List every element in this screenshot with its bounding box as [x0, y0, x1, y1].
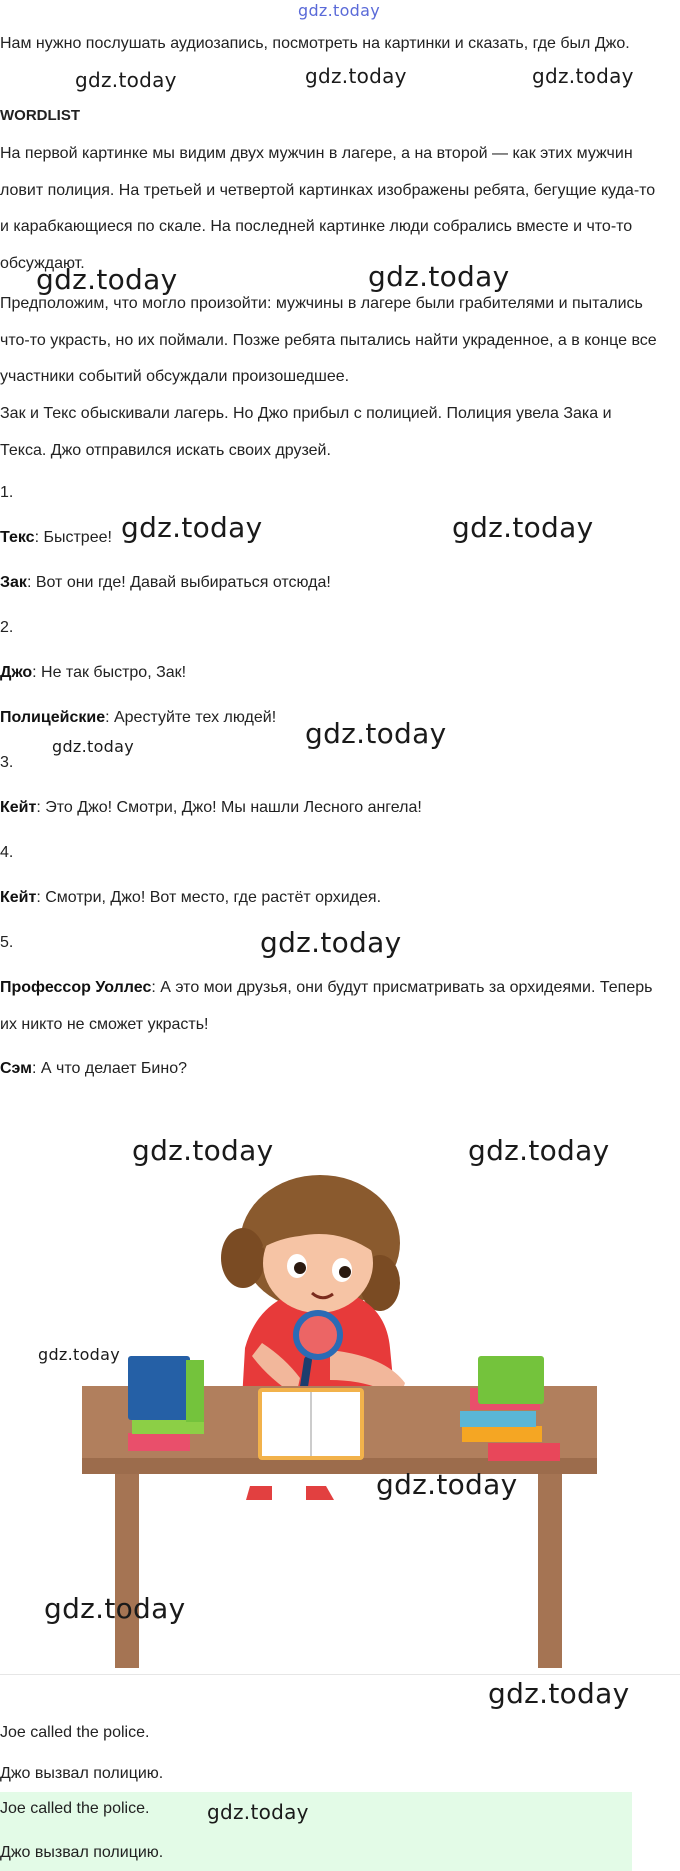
speech-text: : А это мои друзья, они будут присматривать за орхидеями. Теперь их никто не сможет украсть!: [0, 979, 653, 1033]
girl-with-magnifier-illustration: [0, 1088, 680, 1674]
paragraph-2: Предположим, что могло произойти: мужчины в лагере были грабителями и пытались что-то украсть, но их поймали. Позже ребята пытались найти украденное, а в конце все участники событий обсуждали произошедшее.: [0, 295, 657, 385]
dialogue-line: [0, 1058, 187, 1080]
answer-russian: Джо вызвал полицию.: [0, 1765, 164, 1782]
paragraph-3: Зак и Текс обыскивали лагерь. Но Джо прибыл с полицией. Полиция увела Зака и Текса. Джо отправился искать своих друзей.: [0, 405, 612, 459]
girl-pigtail-left: [221, 1228, 265, 1288]
watermark: gdz.today: [452, 511, 594, 544]
watermark: gdz.today: [532, 64, 634, 88]
intro-text: Нам нужно послушать аудиозапись, посмотреть на картинки и сказать, где был Джо.: [0, 35, 630, 52]
dialogue-line: [0, 970, 670, 1043]
speech-text: : А что делает Бино?: [32, 1060, 187, 1077]
illustration: [0, 1088, 680, 1675]
dialogue-number-1: 1.: [0, 484, 14, 501]
girl-shoe-right: [306, 1486, 334, 1500]
watermark: gdz.today: [468, 1134, 610, 1167]
paragraph-1: На первой картинке мы видим двух мужчин в лагере, а на второй — как этих мужчин ловит полиция. На третьей и четвертой картинках изображены ребята, бегущие куда-то и карабкающиеся по скале. На последней картинке люди собрались вместе и что-то обсуждают.: [0, 145, 656, 272]
speech-text: : Это Джо! Смотри, Джо! Мы нашли Лесного ангела!: [36, 799, 422, 816]
answer-highlight-russian: Джо вызвал полицию.: [0, 1844, 164, 1861]
dialogue-number-3: 3.: [0, 754, 14, 771]
dialogue-line: [0, 527, 112, 549]
speech-text: : Вот они где! Давай выбираться отсюда!: [26, 574, 331, 591]
girl-shoe-left: [246, 1486, 272, 1500]
watermark: gdz.today: [38, 1345, 120, 1364]
watermark: gdz.today: [488, 1677, 630, 1710]
dialogue-line: [0, 887, 381, 909]
watermark: gdz.today: [305, 64, 407, 88]
speaker-name: Джо: [0, 664, 33, 681]
speaker-name: Кейт: [0, 889, 37, 906]
speech-text: : Арестуйте тех людей!: [105, 709, 277, 726]
watermark: gdz.today: [75, 68, 177, 92]
watermark: gdz.today: [121, 511, 263, 544]
watermark: gdz.today: [52, 737, 134, 756]
speech-text: : Не так быстро, Зак!: [32, 664, 187, 681]
watermark: gdz.today: [132, 1134, 274, 1167]
watermark: gdz.today: [44, 1592, 186, 1625]
notebook-icon: [258, 1388, 364, 1460]
watermark: gdz.today: [368, 260, 510, 293]
speaker-name: Текс: [0, 529, 35, 546]
speech-text: : Смотри, Джо! Вот место, где растёт орхидея.: [36, 889, 382, 906]
dialogue-line: [0, 797, 422, 819]
dialogue-line: [0, 572, 331, 594]
speaker-name: Кейт: [0, 799, 37, 816]
dialogue-number-4: 4.: [0, 844, 14, 861]
speaker-name: Зак: [0, 574, 27, 591]
watermark: gdz.today: [260, 926, 402, 959]
wordlist-heading: [0, 105, 80, 127]
watermark: gdz.today: [36, 263, 178, 296]
watermark: gdz.today: [207, 1800, 309, 1824]
wordlist-heading-label: WORDLIST: [0, 107, 80, 124]
speaker-name: Профессор Уоллес: [0, 979, 152, 996]
desk-leg-left: [115, 1468, 139, 1668]
speech-text: : Быстрее!: [34, 529, 112, 546]
watermark: gdz.today: [376, 1468, 518, 1501]
desk-leg-right: [538, 1468, 562, 1668]
dialogue-line: [0, 707, 276, 729]
dialogue-number-5: 5.: [0, 934, 14, 951]
dialogue-line: [0, 662, 186, 684]
answer-highlight-english: Joe called the police.: [0, 1800, 150, 1817]
answer-highlight: [0, 1792, 632, 1871]
watermark: gdz.today: [305, 717, 447, 750]
dialogue-number-2: 2.: [0, 619, 14, 636]
answer-english: Joe called the police.: [0, 1724, 150, 1741]
speaker-name: Полицейские: [0, 709, 106, 726]
header-watermark: gdz.today: [298, 1, 380, 20]
speaker-name: Сэм: [0, 1060, 33, 1077]
